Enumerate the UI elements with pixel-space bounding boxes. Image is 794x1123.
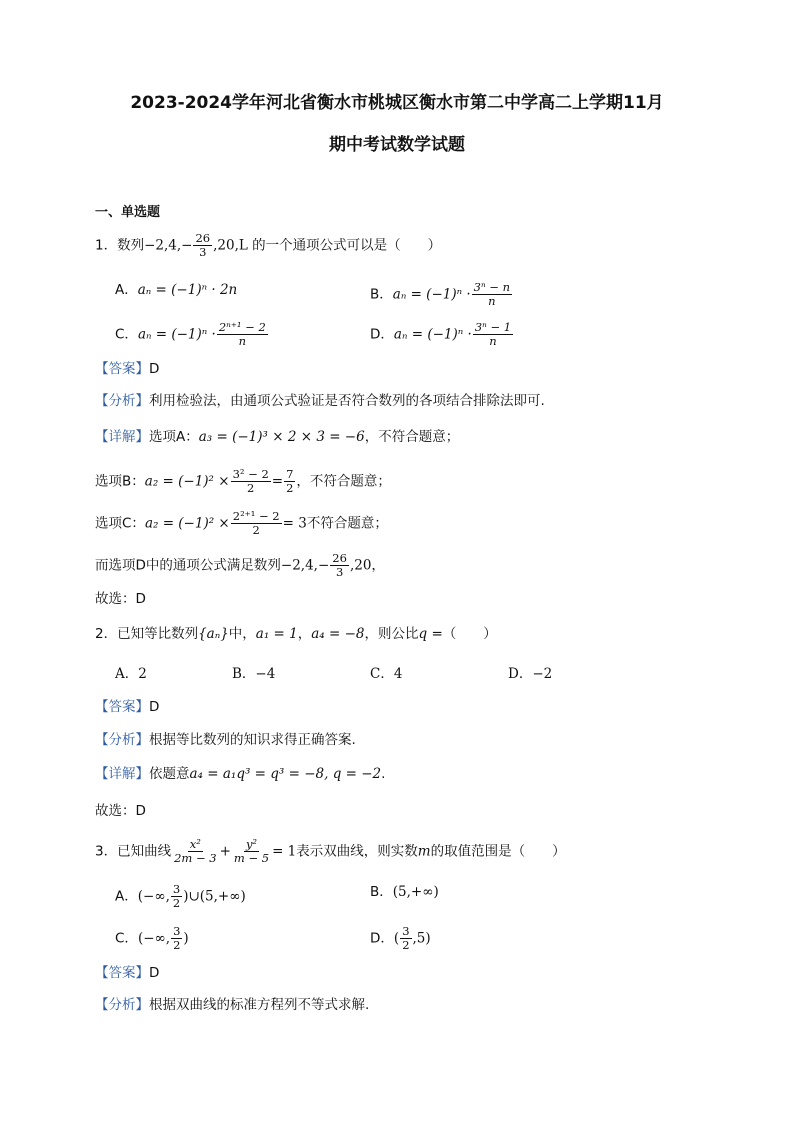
- q1-frac-denominator: 3: [199, 245, 207, 259]
- q2-detail-tag: 【详解】: [95, 766, 149, 782]
- q1-detail-c-equals: = 3: [282, 515, 307, 532]
- q3-option-c-fraction: [171, 925, 182, 952]
- q1-option-d-denominator: n: [489, 334, 497, 348]
- q3-option-c-label: C．: [115, 930, 138, 947]
- q3-option-a-label: A．: [115, 888, 138, 905]
- q3-option-c-right: ): [183, 930, 189, 947]
- q1-stem: [95, 232, 441, 259]
- q3-answer-value: D: [149, 965, 160, 981]
- q1-option-d-fraction: [473, 321, 513, 348]
- q1-option-b-expr: aₙ = (−1)ⁿ ·: [392, 286, 471, 303]
- q3-option-a-numerator: 3: [172, 882, 181, 896]
- q1-detail-d-seq2: ,20: [349, 557, 372, 574]
- q1-answer-value: D: [149, 361, 160, 377]
- q3-stem: [95, 838, 566, 865]
- q3-plus: +: [219, 843, 231, 860]
- q3-option-c-numerator: 3: [173, 924, 181, 938]
- q2-detail-pre: 依题意: [149, 766, 190, 782]
- q3-option-d-numerator: 3: [402, 924, 410, 938]
- q1-detail-c-denominator: 2: [252, 523, 260, 537]
- q1-detail-b-numerator: 3² − 2: [232, 467, 269, 481]
- q3-option-b-label: B．: [370, 884, 393, 900]
- q3-stem-c: 的取值范围是（ ）: [430, 843, 566, 860]
- q2-stem-d: =（ ）: [427, 626, 497, 642]
- q1-detail-c-expr: a₂ = (−1)² ×: [144, 515, 230, 532]
- q1-detail-d-denominator: 3: [335, 565, 344, 579]
- q1-detail-c-numerator: 2²⁺¹ − 2: [232, 509, 280, 523]
- q3-option-d-left: (: [393, 930, 400, 947]
- q1-option-a: [115, 281, 237, 299]
- q2-a4: a₄ = −8: [311, 626, 365, 642]
- q3-fraction-x: [172, 838, 219, 865]
- q1-detail-c-suffix: 不符合题意；: [306, 515, 388, 532]
- q1-detail-d-seq: −2,4,−: [280, 557, 330, 574]
- q3-fraction-y-denominator: m − 5: [233, 851, 270, 865]
- q2-stem-a: 2．已知等比数列: [95, 626, 199, 642]
- q3-answer-tag: 【答案】: [95, 965, 149, 981]
- q1-detail-d: [95, 552, 385, 579]
- q2-stem-b: 中，: [228, 626, 256, 642]
- q3-option-a-denominator: 2: [172, 896, 181, 910]
- document-title-line2: 期中考试数学试题: [329, 135, 465, 155]
- q3-option-c: [115, 925, 189, 952]
- q2-answer: [95, 698, 159, 716]
- q1-option-a-label: A．: [115, 282, 138, 298]
- q1-conclusion: 故选：D: [95, 591, 146, 607]
- q3-option-a-left: (−∞,: [137, 888, 170, 905]
- q3-option-a-fraction: [171, 883, 182, 910]
- q2-detail: [95, 765, 385, 783]
- q1-detail-b-suffix: ，不符合题意；: [296, 473, 391, 490]
- q3-option-d-fraction: [400, 925, 411, 952]
- q1-option-b-numerator: 3ⁿ − n: [473, 280, 511, 294]
- q1-detail-c-fraction: [231, 510, 282, 537]
- q1-sequence-fraction: [193, 232, 212, 259]
- q3-fraction-y: [232, 838, 271, 865]
- q2-analysis-tag: 【分析】: [95, 732, 149, 748]
- q3-analysis-text: 根据双曲线的标准方程列不等式求解.: [149, 997, 370, 1013]
- q1-detail-b-result-denominator: 2: [286, 481, 294, 495]
- q1-answer-tag: 【答案】: [95, 361, 149, 377]
- q1-option-c-numerator: 2ⁿ⁺¹ − 2: [218, 320, 266, 334]
- q1-detail-b-fraction: [231, 468, 271, 495]
- q2-detail-expr: a₄ = a₁q³ = q³ = −8, q = −2: [189, 766, 382, 782]
- q1-detail-b-label: 选项B：: [95, 473, 145, 490]
- q3-option-b-expr: (5,+∞): [392, 884, 439, 900]
- q2-stem-c: ，则公比: [364, 626, 419, 642]
- q1-option-c-fraction: [217, 321, 268, 348]
- q3-option-d-right: ,5): [412, 930, 431, 947]
- q1-option-d-label: D．: [370, 326, 394, 343]
- q1-detail-d-suffix: ，: [371, 557, 385, 574]
- q2-option-a: A．2: [115, 666, 147, 682]
- q1-answer: [95, 360, 159, 378]
- q2-stem: [95, 625, 497, 643]
- q1-detail-b-result: [284, 468, 295, 495]
- q3-analysis-tag: 【分析】: [95, 997, 149, 1013]
- q1-detail-b-equals: =: [271, 473, 284, 490]
- q1-option-d-numerator: 3ⁿ − 1: [474, 320, 512, 334]
- q3-answer: [95, 964, 159, 982]
- document-title-line1: 2023-2024学年河北省衡水市桃城区衡水市第二中学高二上学期11月: [130, 93, 664, 113]
- section-heading: 一、单选题: [95, 205, 161, 220]
- q1-option-c-denominator: n: [238, 334, 247, 348]
- q2-a1: a₁ = 1: [255, 626, 298, 642]
- q1-option-d-expr: aₙ = (−1)ⁿ ·: [393, 326, 472, 343]
- q3-fraction-x-numerator: x²: [189, 837, 201, 851]
- q1-detail-c: [95, 510, 388, 537]
- q3-option-a: [115, 883, 246, 910]
- q2-answer-tag: 【答案】: [95, 699, 149, 715]
- q3-option-c-left: (−∞,: [137, 930, 171, 947]
- q1-option-b-fraction: [472, 281, 512, 308]
- q2-detail-suffix: .: [381, 766, 386, 782]
- q1-option-a-expr: aₙ = (−1)ⁿ · 2n: [137, 282, 238, 298]
- q1-sequence-b: ,20,L: [213, 237, 248, 254]
- q3-equals-one: = 1: [272, 843, 297, 860]
- q1-detail-a-suffix: ，不符合题意；: [364, 429, 460, 445]
- q3-option-a-right: )∪(5,+∞): [183, 888, 246, 905]
- q2-ratio-symbol: q: [418, 626, 428, 642]
- q2-conclusion: 故选：D: [95, 803, 146, 819]
- q3-fraction-y-numerator: y²: [245, 837, 258, 851]
- q2-sequence-set: {aₙ}: [198, 626, 229, 642]
- q3-option-b: [370, 883, 439, 901]
- q1-detail-tag: 【详解】: [95, 429, 149, 445]
- q1-sequence-a: −2,4,−: [144, 237, 193, 254]
- q2-option-c: C．4: [370, 666, 403, 682]
- q1-detail-a: [95, 428, 459, 446]
- q1-detail-d-fraction: [330, 552, 349, 579]
- q1-detail-d-numerator: 26: [332, 551, 347, 565]
- q1-detail-b-result-numerator: 7: [286, 467, 294, 481]
- q2-separator: ，: [297, 626, 312, 642]
- q2-option-d: D．−2: [508, 666, 553, 682]
- q1-detail-d-text: 而选项D中的通项公式满足数列: [95, 557, 281, 574]
- q1-option-c-label: C．: [115, 326, 138, 343]
- q3-option-d: [370, 925, 431, 952]
- q1-detail-c-label: 选项C：: [95, 515, 145, 532]
- q1-detail-a-expr: a₃ = (−1)³ × 2 × 3 = −6: [198, 429, 365, 445]
- q3-option-d-denominator: 2: [402, 938, 410, 952]
- q3-stem-b: 表示双曲线，则实数: [296, 843, 418, 860]
- q3-option-c-denominator: 2: [173, 938, 181, 952]
- q1-stem-prefix: 1．数列: [95, 237, 145, 254]
- q1-option-c-expr: aₙ = (−1)ⁿ ·: [137, 326, 216, 343]
- q1-option-b-denominator: n: [488, 294, 496, 308]
- q1-frac-numerator: 26: [195, 231, 211, 245]
- q1-analysis-text: 利用检验法，由通项公式验证是否符合数列的各项结合排除法即可.: [149, 393, 545, 409]
- q2-analysis: [95, 731, 356, 749]
- q2-answer-value: D: [149, 699, 160, 715]
- q1-detail-b-denominator: 2: [247, 481, 255, 495]
- q1-detail-b: [95, 468, 391, 495]
- q3-analysis: [95, 996, 369, 1014]
- q3-option-d-label: D．: [370, 930, 394, 947]
- q1-detail-b-expr: a₂ = (−1)² ×: [144, 473, 230, 490]
- q2-option-b: B．−4: [232, 666, 276, 682]
- q1-option-c: [115, 321, 269, 348]
- q1-analysis: [95, 392, 545, 410]
- q1-detail-a-label: 选项A：: [149, 429, 199, 445]
- q1-option-b: [370, 281, 513, 308]
- q1-option-d: [370, 321, 514, 348]
- q1-option-b-label: B．: [370, 286, 393, 303]
- q3-variable-m: m: [417, 843, 431, 860]
- q2-analysis-text: 根据等比数列的知识求得正确答案.: [149, 732, 356, 748]
- q3-stem-a: 3．已知曲线: [95, 843, 172, 860]
- q3-fraction-x-denominator: 2m − 3: [174, 851, 217, 865]
- q1-stem-suffix: 的一个通项公式可以是（ ）: [247, 237, 442, 254]
- q1-analysis-tag: 【分析】: [95, 393, 149, 409]
